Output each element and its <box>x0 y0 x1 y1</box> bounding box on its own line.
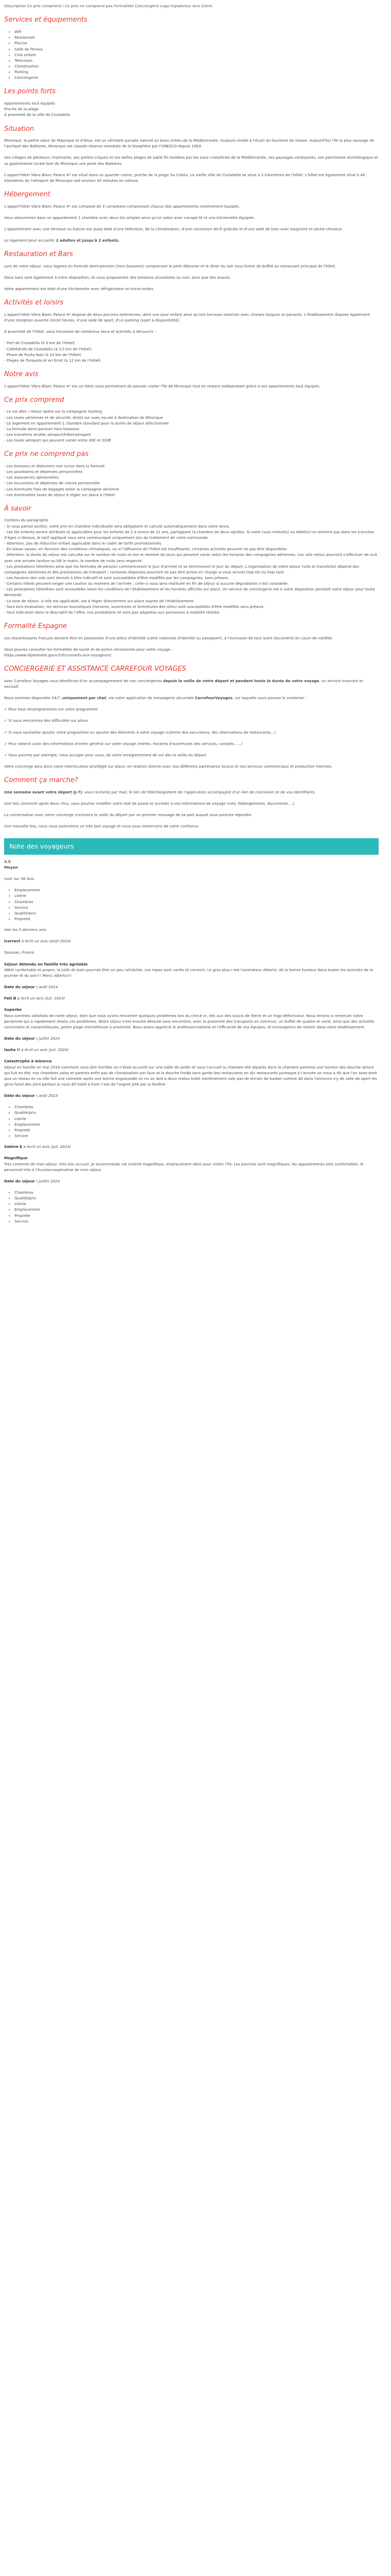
contact-text: Nous sommes disponible 24/7, <box>4 696 62 701</box>
review-author: Fati B <box>4 996 17 1001</box>
criteria-list <box>4 887 379 922</box>
list-item: - Les taxes aériennes et de sécurité, droits sur avec escale à destination de Minorque <box>4 415 163 420</box>
review-stay <box>4 984 379 990</box>
ne-comprend-list <box>4 463 379 498</box>
list-item: - Les boissons et déjeuners non inclus dans la formule <box>4 463 105 468</box>
comment-text: , vous recevrez par mail, le lien de téléchargement de l'application accompagné d'un lien de connexion et de vos identifiants. <box>82 789 316 794</box>
activites-paragraph: L'appart'hôtel Vibra Blanc Palace 4* dispose de deux piscines extérieures, dont une pour enfant ainsi qu'une terrasse solarium avec chaises longues et parasols. L'établissement dispose également d'une réception ouverte 24/24 heures, d'une salle de sport, d'un parking (sujet à disponibilité). <box>4 312 370 323</box>
list-item: - Les horaires des vols sont donnés à titre indicatif et sont susceptibles d'être modifiés par les compagnies, sans préavis. <box>4 575 230 580</box>
list-item: À proximité de la ville de Ciutadella <box>4 112 70 117</box>
restauration-paragraph: Lors de votre séjour, vous logerez en formule demi-pension (hors boissons) comprenant le petit déjeuner et le dîner du soir sous forme de buffet au restaurant principal de l'hôtel. <box>4 263 336 268</box>
list-item: - Port de Ciutadella (à 3 km de l'hôtel) <box>4 341 75 346</box>
conciergerie-outro: Votre concierge sera alors votre interlocuteur privilégié sur place, en relation directe avec nos différents partenaires locaux et nos services commerciaux et production internes. <box>4 764 333 769</box>
review-title: Séjour détendu en famille très agréable <box>4 961 88 967</box>
stay-date: août 2024 <box>39 985 58 990</box>
review <box>4 938 379 990</box>
intro-text: , un service innovant et exclusif. <box>4 678 363 689</box>
list-item: Proche de la plage <box>4 107 39 112</box>
list-item: - Attention, pas de réduction enfant applicable dans le cadre de tarifs promotionnels. <box>4 541 162 546</box>
savoir-heading: Contenu du paragraphe <box>4 518 48 523</box>
review-meta <box>4 1047 379 1053</box>
review-stay <box>4 1093 379 1098</box>
situation-paragraph: Minorque, la petite sœur de Majorque et d'Ibiza, est un véritable paradis naturel au beau milieu de la Méditerranée, toujours restée à l'écart du tourisme de masse. Aujourd'hui l'île la plus sauvage de l'archipel des Baléares, Minorque est classée réserve mondiale de la biosphère par l'UNESCO depuis 1993. <box>4 138 374 149</box>
criteria-item: • Propreté <box>14 1213 379 1218</box>
criteria-list <box>4 1190 379 1224</box>
list-item: • Télévision <box>14 58 379 63</box>
review-date: M a écrit un avis (juil. 2024) <box>17 1047 69 1053</box>
conciergerie-bullet: ✓ Si vous rencontrez des difficultés sur place <box>4 718 88 723</box>
review-text: Nous sommes satisfaits de notre séjour, bien que nous ayons rencontré quelques problèmes lors du check-in, liés aux des soucis de literie et un frigo défectueux. Nous tenons à remercier notre personnel qui a rapidement résolu ces problèmes. Notre séjour s'est ensuite déroulé sans encombre, avec la proximité des transports en commun, un buffet de qualité et varié, ainsi que des activités conviviales et rassembleuses, petite plage merveilleuse à proximité. Nous avons apprécié le professionnalisme et l'efficacité de vos équipes, et envisageons de revenir dans votre établissement. <box>4 1013 374 1029</box>
services-list <box>4 29 379 80</box>
list-item: - Cathédrale de Ciutadella (à 3,5 km de l'hôtel) <box>4 346 92 351</box>
review-location: Saussan, France <box>4 950 35 955</box>
restauration-paragraph: Votre appartement est doté d'une kitchenette avec réfrigérateur et micro-ondes. <box>4 286 155 292</box>
situation-paragraph: L'appart'hôtel Vibra Blanc Palace 4* est situé dans un quartier calme, proche de la plage Sa Caleta. La vieille ville de Ciutadella se situe à 2 kilomètres de l'hôtel. L'hôtel est également situé à 48 kilomètres de l'aéroport de Minorque soit environ 45 minutes en voiture. <box>4 172 365 183</box>
comprend-title: Ce prix comprend <box>4 396 64 404</box>
tabs-bar[interactable]: Description Ce prix comprend / Ce prix ne comprend pas Formalités Conciergerie Logo tripadvisor Avis Client <box>4 4 213 8</box>
contact-bold: uniquement par chat <box>62 696 106 701</box>
conciergerie-intro <box>4 678 379 689</box>
review-author: Sabine E <box>4 1144 23 1149</box>
stay-label: Date du séjour : <box>4 1178 38 1183</box>
review <box>4 995 379 1041</box>
review-date: à écrit un avis (août 2024) <box>21 939 71 944</box>
criteria-item: • Literie <box>14 893 379 899</box>
contact-app: CarrefourVoyages <box>194 696 233 701</box>
restauration-paragraph: Deux bars sont également à votre disposition, ils vous proposeront des boissons alcoolisées ou non, ainsi que des snacks. <box>4 275 231 280</box>
list-item: - En basse saison, en fonction des conditions climatiques, ou si l'affluence de l'hôtel est insuffisante, certaines activités peuvent ne pas être disponibles. <box>4 547 288 552</box>
review-author: lcorrect <box>4 939 21 944</box>
list-item: - Les taxes aéroport qui peuvent varier entre 30€ et 200€ <box>4 438 111 443</box>
list-item: - Plages de Turqueta et en Errot (à 12 km de l'hôtel) <box>4 358 101 363</box>
list-item: - Seul Indication dans le descriptif de l'offre, nos prestations ne sont pas adaptées aux personnes à mobilité réduite. <box>4 609 221 615</box>
review-meta <box>4 1144 379 1149</box>
hebergement-paragraph: Vous séjournerez dans un appartement 1 chambre avec deux lits simples ainsi qu'un salon avec canapé-lit et une kitchenette équipée. <box>4 215 255 220</box>
points-forts-title: Les points forts <box>4 88 56 96</box>
stay-date: août 2023 <box>39 1093 58 1098</box>
conciergerie-contact <box>4 695 379 701</box>
criteria-item: • Service <box>14 1133 379 1139</box>
review-stay <box>4 1178 379 1184</box>
capacity-value: 2 adultes et jusqu'à 2 enfants. <box>56 238 120 243</box>
review-stay <box>4 1036 379 1041</box>
list-item: - Les éventuelles taxes de séjour à régler sur place à l'hôtel <box>4 492 115 497</box>
stay-date: juillet 2024 <box>39 1178 60 1183</box>
formalite-paragraph: Vous pouvez consulter les formalités de santé et de police nécessaires pour votre voyage : <box>4 647 173 652</box>
criteria-item: • Qualité/prix <box>14 910 379 916</box>
list-item: - Les assurances optionnelles <box>4 475 59 480</box>
activites-title: Activités et loisirs <box>4 299 63 307</box>
situation-title: Situation <box>4 125 35 133</box>
activites-paragraph: À proximité de l'hôtel, vous trouverez de nombreux lieux et activités à découvrir : <box>4 329 156 334</box>
criteria-item: • Chambres <box>14 899 379 905</box>
review-text: Séjour en famille en mai 2019 comment vous dire horrible on n'était accueilli sur une table de jardin et sous l'accueil la chambre été séparés dans la chambre parental une horreur des douche atroce qui fuit en été, nos chambres sales et parents enfin pas de climatisation par faux et la douche froide sans garde des restaurants en dix restaurants puresque à l'arrivée on nous a dit que l'on avez droit qua un restau en nu elle fait une comédie après une bonne engueulade on nu on doit à deux restau toilet extrêmement sale pas de terrain de basket comme dit dans l'annonce s'y de salle de sport les gens fumé des joint partout je vous dit hotel à fuire c'est de l'argent jeté par la fenêtre <box>4 1064 377 1087</box>
notes-score: 3.5 <box>4 859 11 864</box>
intro-bold: depuis la veille de votre départ et pendant toute la durée de votre voyage <box>163 678 319 683</box>
list-item: Appartements tout équipés <box>4 101 55 106</box>
comment-paragraph: Une nouvelle fois, nous vous souhaitons un très bon voyage et nous vous remercions de votre confiance. <box>4 824 200 829</box>
review-meta <box>4 995 379 1001</box>
notes-header: Note des voyageurs <box>4 838 379 854</box>
list-item: - Attention, la durée du séjour est calculée sur le nombre de nuits et non le nombre de jours qui peuvent varier selon les horaires des compagnies aériennes. Les vols retour pourront s'effectuer de nuit avec une arrivée tardive ou tôt le matin, le nombre de nuits sera respecté. <box>4 552 378 563</box>
conciergerie-bullet: ✓ Pour tous renseignements sur votre programme <box>4 707 98 712</box>
hebergement-capacity <box>4 238 379 243</box>
activites-places <box>4 340 379 363</box>
criteria-item: • Emplacement <box>14 1122 379 1127</box>
comprend-list <box>4 409 379 443</box>
conciergerie-title: CONCIERGERIE ET ASSISTANCE CARREFOUR VOYAGES <box>4 665 186 673</box>
points-forts-list <box>4 100 379 117</box>
list-item: - Les pourboires et dépenses personnelles <box>4 469 83 474</box>
comment-title: Comment ça marche? <box>4 776 78 785</box>
conciergerie-bullet: ✓ Pour obtenir avoir des informations d'ordre général sur votre voyage (météo, horaires d'ouvertures des services, conseils......) <box>4 741 243 746</box>
list-item: - Les transferts shuttle aéroport/hôtel/aéroport <box>4 432 91 437</box>
criteria-item: • Chambres <box>14 1104 379 1110</box>
criteria-item: • Propreté <box>14 916 379 922</box>
formalite-paragraph: Les ressortissants français doivent être en possession d'une pièce d'identité (carte nationale d'identité ou passeport), à l'exclusion de tout autre document) en cours de validité. <box>4 635 333 640</box>
list-item: • Wifi <box>14 29 379 35</box>
formalite-title: Formalité Espagne <box>4 622 67 631</box>
list-item: - La taxe de séjour, si elle est applicable, est à régler directement sur place auprès de l'établissement. <box>4 598 195 603</box>
criteria-item: • Literie <box>14 1201 379 1207</box>
list-item: - Les prestations hôtelières ainsi que les formules de pension commenceront le jour d'arrivée et se termineront le jour du départ. L'organisation de votre séjour (vols et transferts) dépend des compagnies aériennes et des prestataires de transport ; certaines dépenses pourront ne pas être prises en charge si vous arrivez trop tôt ou trop tard. <box>4 564 360 574</box>
review-meta <box>4 938 379 944</box>
list-item: - Les excursions et dépenses de nature personnelle <box>4 481 100 486</box>
intro-text: Avec Carrefour Voyages vous bénéficiez d'un accompagnement de nos conciergeries <box>4 678 164 683</box>
criteria-item: • Emplacement <box>14 1207 379 1212</box>
stay-label: Date du séjour : <box>4 1093 38 1098</box>
list-item: • Restaurant <box>14 35 379 40</box>
review <box>4 1047 379 1098</box>
list-item: • Salle de fitness <box>14 46 379 52</box>
ne-comprend-title: Ce prix ne comprend pas <box>4 450 89 459</box>
capacity-prefix: Le logement peut accueillir <box>4 238 56 243</box>
comment-paragraph: Une fois connecté après deux clics, vous pourrez modifier votre mot de passe et accéder à vos informations de voyage (vols, hébergements, documents....). <box>4 801 296 806</box>
review-text: Hôtel confortable et propre, la salle de bain pourrait être un peu rafraîchie. Les repas sont variés et corrects. Le gros plus c'est l'animateur Alberto: de la bonne humeur dans toutes les activités de la journée et du soir!!! Merci Alberto!!! <box>4 967 373 978</box>
criteria-item: • Emplacement <box>14 887 379 893</box>
contact-text: , sur laquelle vous pouvez le contacter : <box>232 696 307 701</box>
list-item: • Piscine <box>14 40 379 46</box>
review-text: Très contente de mon séjour, très bon accueil. Je recommande cet endroit magnifique, emplacement idéal pour visiter l'île. Les piscines sont magnifiques, les appartements sont confortables, le personnel très à l'écoute/coopérative de mon séjour. <box>4 1161 364 1172</box>
list-item: - Les éventuels frais de bagages selon la compagnie aérienne <box>4 486 119 492</box>
criteria-item: • Qualité/prix <box>14 1195 379 1201</box>
page <box>0 0 383 1240</box>
conciergerie-bullet: ✓ Vous pourrez par exemple, nous occuper pour vous, de votre enregistrement de vol dès la veille du départ <box>4 752 206 757</box>
conciergerie-bullet: ✓ Si vous souhaitez ajouter votre programme ou ajouter des éléments à votre voyage (comme des excursions, des réservations de restaurants...) <box>4 730 276 735</box>
comment-paragraph: La conversation avec votre concierge s'activera la veille du départ par un premier message de sa part auquel vous pourrez répondre. <box>4 812 253 818</box>
notes-total[interactable]: (voir sur 38 Avis <box>4 876 35 882</box>
criteria-item: • Qualité/prix <box>14 1110 379 1115</box>
review <box>4 1144 379 1184</box>
services-title: Services et équipements <box>4 16 88 24</box>
review-title: Magnifique <box>4 1156 28 1161</box>
list-item: - Les lits enfants seront attribués et applicables pour les enfants de 2 à moins de 12 ans, partageant la chambre de deux adultes. Si votre (vos) enfant(s) ou bébé(s) ne rentrent pas dans les tranches d'âges ci-dessus, le tarif appliqué vous sera communiqué uniquement lors du traitement de votre commande. <box>4 529 374 540</box>
savoir-title: À savoir <box>4 504 31 513</box>
criteria-item: • Service <box>14 1218 379 1224</box>
notes-summary <box>4 859 379 870</box>
list-item: - Les prestations hôtelières sont accessibles selon les conditions de l'établissement et les horaires affichés sur place. Un service de conciergerie est à votre disposition pendant votre séjour pour toute demande. <box>4 587 375 598</box>
list-item: • Club enfant <box>14 52 379 58</box>
reviews-count-link[interactable]: Voir les 5 derniers avis <box>4 927 46 933</box>
situation-paragraph: Ses villages de pêcheurs charmants, ses petites criques et ses belles plages de sable fin bordées par les eaux cristallines de la Méditerranée, ses paysages verdoyants, son patrimoine archéologique et sa gastronomie locale font de Minorque une perle des Baléares. <box>4 155 378 166</box>
review-title: Superbe <box>4 1007 22 1012</box>
review-author: laulia <box>4 1047 16 1053</box>
review-date: a écrit un avis (juil. 2024) <box>23 1144 71 1149</box>
list-item: • Parking <box>14 69 379 75</box>
list-item: - Si vous partez seul(e), votre prix en chambre individuelle sera obligatoire et calculé automatiquement dans votre devis. <box>4 523 230 529</box>
list-item: - La formule demi-pension hors boissons <box>4 426 79 431</box>
list-item: - Phare de Punta Nati (à 10 km de l'hôtel) <box>4 352 82 357</box>
review-title: Catastrophe à minorca <box>4 1059 52 1064</box>
criteria-item: • Chambres <box>14 1190 379 1195</box>
restauration-title: Restauration et Bars <box>4 250 73 259</box>
criteria-item: • Literie <box>14 1116 379 1122</box>
stay-date: juillet 2024 <box>39 1036 60 1041</box>
list-item: - Le logement en appartement 1 chambre standard pour la durée de séjour sélectionnée <box>4 420 169 426</box>
formalite-link[interactable]: https://www.diplomatie.gouv.fr/fr/conseils-aux-voyageurs/ <box>4 653 111 657</box>
criteria-list <box>4 1104 379 1139</box>
criteria-item: • Service <box>14 905 379 910</box>
review-date: a écrit un avis (juil. 2024) <box>17 996 65 1001</box>
list-item: • Climatisation <box>14 63 379 69</box>
comment-bold: Une semaine avant votre départ (J-7) <box>4 789 82 794</box>
notes-label: Moyen <box>4 865 18 870</box>
hebergement-title: Hébergement <box>4 191 51 199</box>
hebergement-paragraph: L'appart'hôtel Vibra Blanc Palace 4* est composé de 3 complexes comprenant chacun des appartements entièrement équipés. <box>4 204 240 209</box>
stay-label: Date du séjour : <box>4 985 38 990</box>
list-item: - Le vol aller / retour opéré sur la compagnie Vueling <box>4 409 102 414</box>
hebergement-paragraph: L'appartement avec une terrasse ou balcon est aussi doté d'une télévision, de la climatisation, d'une connexion Wi-Fi gratuite et d'une salle de bain avec baignoire et sèche-cheveux. <box>4 226 343 231</box>
avis-title: Notre avis <box>4 370 39 379</box>
savoir-list <box>4 517 379 615</box>
comment-paragraph <box>4 789 379 795</box>
list-item: - Seul Avis évaluation, les services touristiques (horaires, ouvertures et fermetures des sites) sont susceptibles d'être modifiés sans préavis. <box>4 604 265 609</box>
criteria-item: • Propreté <box>14 1127 379 1133</box>
avis-paragraph: L'appart'hôtel Vibra Blanc Palace 4* est un hôtel vous permettant de pouvoir visiter l'île de Minorque tout en restant indépendant grâce à ses appartements tout équipés. <box>4 383 320 388</box>
contact-text: , via votre application de messagerie sécurisée <box>106 696 195 701</box>
list-item: • Conciergerie <box>14 75 379 80</box>
stay-label: Date du séjour : <box>4 1036 38 1041</box>
list-item: - Certains hôtels peuvent exiger une caution au moment de l'arrivée ; celle-ci vous sera restituée en fin de séjour si aucune dégradation n'est constatée. <box>4 581 289 586</box>
